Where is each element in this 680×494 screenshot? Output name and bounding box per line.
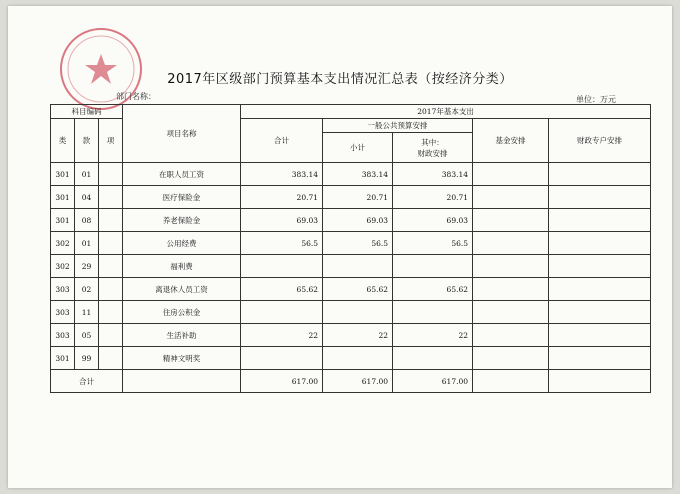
class-cell: 303	[51, 301, 75, 324]
item-cell: 99	[75, 347, 99, 370]
item-cell: 02	[75, 278, 99, 301]
fiscal-cell	[393, 347, 473, 370]
total-row-label: 合计	[51, 370, 123, 393]
class-cell: 301	[51, 186, 75, 209]
class-cell: 303	[51, 324, 75, 347]
subtotal-cell: 20.71	[323, 186, 393, 209]
sub-cell	[99, 255, 123, 278]
sub-cell	[99, 347, 123, 370]
total-cell: 20.71	[241, 186, 323, 209]
subtotal-cell	[323, 255, 393, 278]
total-cell	[241, 347, 323, 370]
unit-label: 单位：万元	[576, 95, 616, 104]
total-header: 合计	[241, 119, 323, 163]
fiscal-cell: 20.71	[393, 186, 473, 209]
total-cell: 69.03	[241, 209, 323, 232]
subtotal-cell	[323, 347, 393, 370]
special-cell	[549, 209, 651, 232]
subtotal-cell	[323, 301, 393, 324]
fund-cell	[473, 347, 549, 370]
total-row-special	[549, 370, 651, 393]
name-cell: 住房公积金	[123, 301, 241, 324]
total-row-total: 617.00	[241, 370, 323, 393]
table-row	[51, 163, 651, 186]
class-cell: 303	[51, 278, 75, 301]
sub-header: 项	[99, 119, 123, 163]
sub-cell	[99, 232, 123, 255]
fiscal-cell: 69.03	[393, 209, 473, 232]
class-cell: 301	[51, 347, 75, 370]
total-cell: 56.5	[241, 232, 323, 255]
fund-cell	[473, 301, 549, 324]
item-cell: 05	[75, 324, 99, 347]
fund-cell	[473, 255, 549, 278]
special-cell	[549, 163, 651, 186]
fiscal-cell: 383.14	[393, 163, 473, 186]
sub-cell	[99, 186, 123, 209]
name-cell: 公用经费	[123, 232, 241, 255]
name-cell: 生活补助	[123, 324, 241, 347]
special-cell	[549, 278, 651, 301]
sub-cell	[99, 301, 123, 324]
table-row	[51, 186, 651, 209]
total-row-name	[123, 370, 241, 393]
class-cell: 301	[51, 163, 75, 186]
total-row	[51, 370, 651, 393]
table-row	[51, 301, 651, 324]
item-cell: 01	[75, 163, 99, 186]
subtotal-cell: 69.03	[323, 209, 393, 232]
table-row	[51, 324, 651, 347]
total-row-fiscal: 617.00	[393, 370, 473, 393]
fiscal-cell: 56.5	[393, 232, 473, 255]
sub-cell	[99, 278, 123, 301]
special-cell	[549, 255, 651, 278]
name-cell: 福利费	[123, 255, 241, 278]
item-header: 款	[75, 119, 99, 163]
item-cell: 11	[75, 301, 99, 324]
project-name-header: 项目名称	[123, 105, 241, 163]
department-label: 部门名称：	[116, 92, 156, 101]
total-cell	[241, 255, 323, 278]
special-cell	[549, 324, 651, 347]
header-row-1	[51, 105, 651, 119]
name-cell: 离退休人员工资	[123, 278, 241, 301]
fund-cell	[473, 232, 549, 255]
fund-cell	[473, 186, 549, 209]
fund-header: 基金安排	[473, 119, 549, 163]
special-cell	[549, 301, 651, 324]
special-cell	[549, 347, 651, 370]
fiscal-cell	[393, 301, 473, 324]
fiscal-header-line1: 其中：	[421, 137, 444, 147]
special-cell	[549, 186, 651, 209]
sub-cell	[99, 163, 123, 186]
class-cell: 301	[51, 209, 75, 232]
total-cell	[241, 301, 323, 324]
special-cell	[549, 232, 651, 255]
page-title: 2017年区级部门预算基本支出情况汇总表（按经济分类）	[167, 72, 513, 87]
subtotal-header: 小计	[323, 133, 393, 163]
subtotal-cell: 383.14	[323, 163, 393, 186]
class-cell: 302	[51, 255, 75, 278]
document-sheet	[8, 6, 672, 488]
general-budget-header: 一般公共预算安排	[323, 119, 473, 133]
name-cell: 精神文明奖	[123, 347, 241, 370]
special-account-header: 财政专户安排	[549, 119, 651, 163]
item-cell: 04	[75, 186, 99, 209]
fund-cell	[473, 278, 549, 301]
item-cell: 08	[75, 209, 99, 232]
sub-cell	[99, 324, 123, 347]
fiscal-cell: 65.62	[393, 278, 473, 301]
fiscal-cell: 22	[393, 324, 473, 347]
total-cell: 22	[241, 324, 323, 347]
budget-table	[50, 104, 651, 393]
table-row	[51, 232, 651, 255]
total-row-fund	[473, 370, 549, 393]
fund-cell	[473, 209, 549, 232]
year-basic-header: 2017年基本支出	[241, 105, 651, 119]
name-cell: 医疗保险金	[123, 186, 241, 209]
item-cell: 01	[75, 232, 99, 255]
subject-code-header: 科目编码	[51, 105, 123, 119]
table-row	[51, 209, 651, 232]
subtotal-cell: 65.62	[323, 278, 393, 301]
class-cell: 302	[51, 232, 75, 255]
fund-cell	[473, 324, 549, 347]
name-cell: 在职人员工资	[123, 163, 241, 186]
sub-cell	[99, 209, 123, 232]
name-cell: 养老保险金	[123, 209, 241, 232]
class-header: 类	[51, 119, 75, 163]
subtotal-cell: 56.5	[323, 232, 393, 255]
fiscal-cell	[393, 255, 473, 278]
fiscal-header	[393, 133, 473, 163]
item-cell: 29	[75, 255, 99, 278]
fiscal-header-line2: 财政安排	[417, 148, 448, 158]
total-cell: 65.62	[241, 278, 323, 301]
table-row	[51, 255, 651, 278]
table-row	[51, 347, 651, 370]
fund-cell	[473, 163, 549, 186]
total-row-subtotal: 617.00	[323, 370, 393, 393]
table-row	[51, 278, 651, 301]
subtotal-cell: 22	[323, 324, 393, 347]
total-cell: 383.14	[241, 163, 323, 186]
